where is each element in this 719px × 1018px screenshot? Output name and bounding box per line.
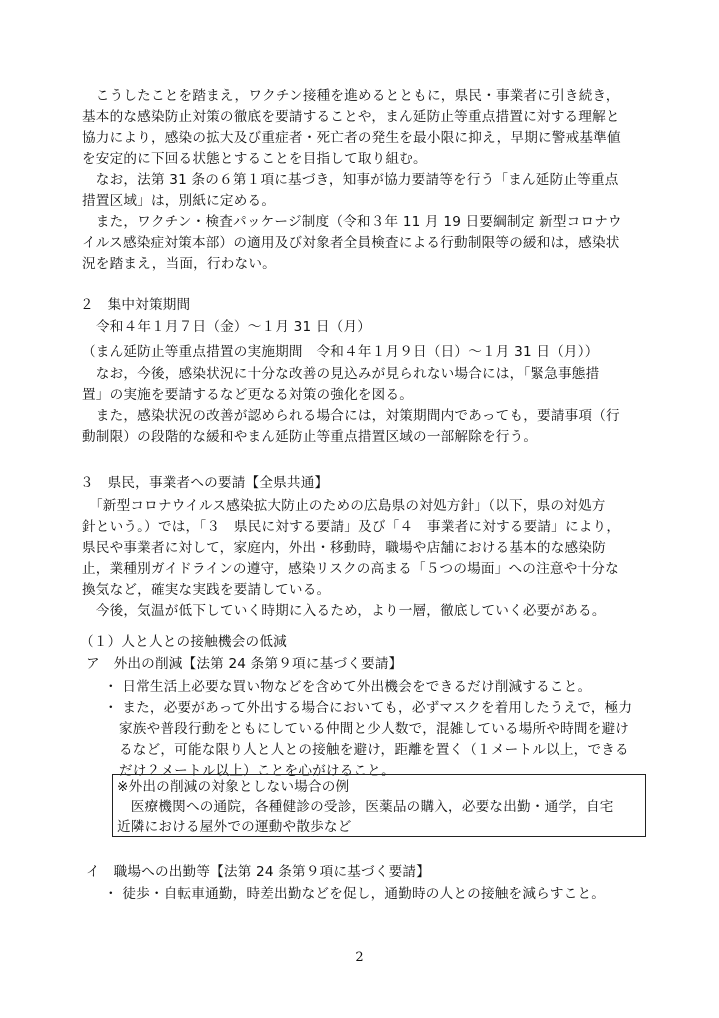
note-line-3: 近隣における屋外での運動や散歩など: [117, 819, 352, 835]
section2-p2-line-2: 動制限）の段階的な緩和やまん延防止等重点措置区域の一部解除を行う。: [82, 429, 538, 445]
page-number: 2: [355, 950, 364, 965]
section2-period: 令和４年１月７日（金）～１月 31 日（月）: [96, 319, 372, 335]
intro-p2-line-2: 措置区域」は，別紙に定める。: [82, 193, 276, 209]
section3-heading: ３ 県民，事業者への要請【全県共通】: [80, 475, 329, 491]
intro-p1-line-1: こうしたことを踏まえ，ワクチン接種を進めるとともに，県民・事業者に引き続き，: [82, 88, 620, 104]
section3-p1-line-1: 「新型コロナウイルス感染拡大防止のための広島県の対処方針」（以下，県の対処方: [82, 498, 606, 514]
sub1-i-heading: イ 職場への出勤等【法第 24 条第９項に基づく要請】: [86, 864, 430, 880]
sub1-a-heading: ア 外出の削減【法第 24 条第９項に基づく要請】: [86, 656, 403, 672]
section2-heading: ２ 集中対策期間: [80, 297, 191, 313]
section2-sub-period: （まん延防止等重点措置の実施期間 令和４年１月９日（日）～１月 31 日（月））: [82, 344, 599, 360]
note-line-1: ※外出の削減の対象としない場合の例: [117, 779, 350, 795]
section2-p1-line-1: なお，今後，感染状況に十分な改善の見込みが見られない場合には，「緊急事態措: [82, 366, 600, 382]
intro-p1-line-3: 協力により，感染の拡大及び重症者・死亡者の発生を最小限に抑え，早期に警戒基準値: [82, 130, 621, 146]
sub1-heading: （１）人と人との接触機会の低減: [80, 634, 287, 650]
sub1-a-bullet-2-line-4: だけ２メートル以上）ことを心がけること。: [119, 763, 395, 779]
intro-p1-line-4: を安定的に下回る状態とすることを目指して取り組む。: [82, 151, 427, 167]
sub1-a-bullet-2-line-2: 家族や普段行動をともにしている仲間と少人数で，混雑している場所や時間を避け: [119, 721, 630, 737]
section3-p1-line-3: 県民や事業者に対して，家庭内，外出・移動時，職場や店舗における基本的な感染防: [82, 540, 606, 556]
sub1-a-bullet-2-line-3: るなど，可能な限り人と人との接触を避け，距離を置く（１メートル以上，できる: [119, 742, 629, 758]
sub1-a-bullet-1: ・ 日常生活上必要な買い物などを含めて外出機会をできるだけ削減すること。: [104, 679, 592, 695]
section2-p1-line-2: 置」の実施を要請するなど更なる対策の強化を図る。: [82, 387, 414, 403]
intro-p1-line-2: 基本的な感染防止対策の徹底を要請することや，まん延防止等重点措置に対する理解と: [82, 109, 620, 125]
note-line-2: 医療機関への通院，各種健診の受診，医薬品の購入，必要な出勤・通学，自宅: [117, 799, 614, 815]
section3-p1-line-2: 針という。）では，「３ 県民に対する要請」及び「４ 事業者に対する要請」により，: [82, 519, 621, 535]
intro-p3-line-2: イルス感染症対策本部）の適用及び対象者全員検査による行動制限等の緩和は，感染状: [82, 235, 620, 251]
sub1-a-bullet-2-line-1: ・ また，必要があって外出する場合においても，必ずマスクを着用したうえで，極力: [104, 700, 633, 716]
intro-p3-line-1: また，ワクチン・検査パッケージ制度（令和３年 11 月 19 日要綱制定 新型コロナウ: [82, 214, 622, 230]
section3-p1-line-5: 換気など，確実な実践を要請している。: [82, 582, 331, 598]
intro-p3-line-3: 況を踏まえ，当面，行わない。: [82, 256, 276, 272]
section3-p1-line-4: 止，業種別ガイドラインの遵守，感染リスクの高まる「５つの場面」への注意や十分な: [82, 561, 619, 577]
section2-p2-line-1: また，感染状況の改善が認められる場合には，対策期間内であっても，要請事項（行: [82, 408, 620, 424]
sub1-i-bullet-1: ・ 徒歩・自転車通勤，時差出勤などを促し，通勤時の人との接触を減らすこと。: [104, 886, 606, 902]
intro-p2-line-1: なお，法第 31 条の６第１項に基づき，知事が協力要請等を行う「まん延防止等重点: [82, 172, 619, 188]
section3-p2: 今後，気温が低下していく時期に入るため，より一層，徹底していく必要がある。: [82, 603, 606, 619]
